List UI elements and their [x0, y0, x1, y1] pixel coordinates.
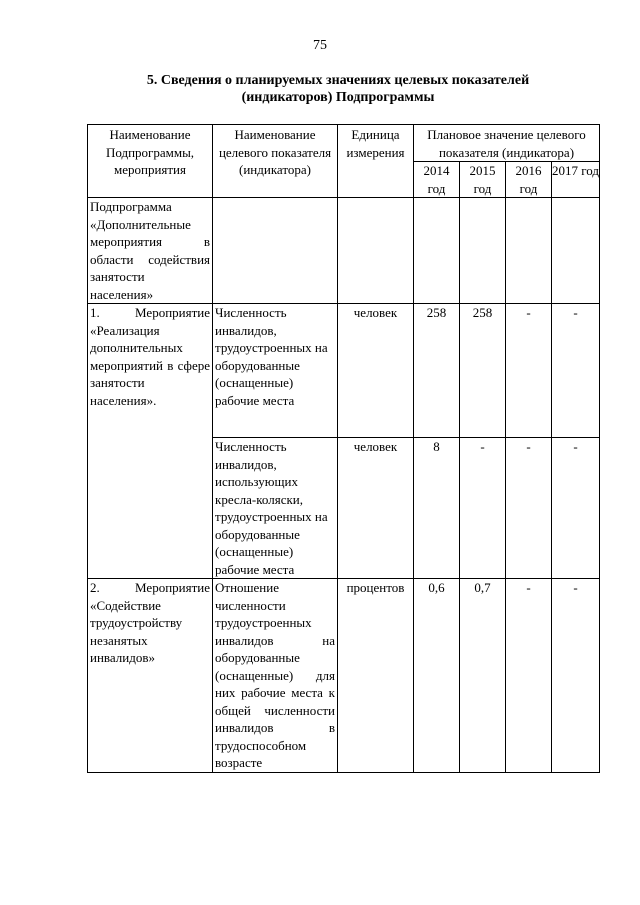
table-row [88, 579, 600, 773]
header-indicator: Наименование целевого показателя (индикатора) [213, 125, 338, 198]
value-2016: - [506, 304, 552, 438]
header-name: Наименование Подпрограммы, мероприятия [88, 125, 213, 198]
indicators-table [87, 124, 600, 773]
value-2014: 258 [414, 304, 460, 438]
value-2016: - [506, 438, 552, 579]
value-2017: - [552, 304, 600, 438]
value-2014: 0,6 [414, 579, 460, 773]
header-planned-value: Плановое значение целевого показателя (индикатора) [414, 125, 600, 162]
indicator-cell: Отношение численности трудоустроенных инвалидов на оборудованные (оснащенные) для них рабочие места к общей численности инвалидов в трудоспособном возрасте [213, 579, 338, 773]
table-row-subprogram [88, 198, 600, 304]
value-2017: - [552, 438, 600, 579]
measure-2: 2. Мероприятие «Содействие трудоустройству незанятых инвалидов» [88, 579, 213, 773]
value-2015: - [460, 438, 506, 579]
section-title-line-2: (индикаторов) Подпрограммы [241, 90, 435, 105]
measure-1: 1. Мероприятие «Реализация дополнительных мероприятий в сфере занятости населения». [88, 304, 213, 579]
table-row [88, 304, 600, 438]
value-2015: 0,7 [460, 579, 506, 773]
page-number: 75 [313, 38, 327, 53]
header-year-2016: 2016 год [506, 162, 552, 198]
header-year-2017: 2017 год [552, 162, 600, 198]
section-title-line-1: 5. Сведения о планируемых значениях целевых показателей [146, 73, 530, 88]
unit-cell: процентов [338, 579, 414, 773]
unit-cell: человек [338, 438, 414, 579]
value-2016: - [506, 579, 552, 773]
value-2015: 258 [460, 304, 506, 438]
section-title [88, 72, 588, 106]
header-year-2015: 2015 год [460, 162, 506, 198]
header-unit: Единица измерения [338, 125, 414, 198]
value-2014: 8 [414, 438, 460, 579]
unit-cell: человек [338, 304, 414, 438]
header-year-2014: 2014 год [414, 162, 460, 198]
subprogram-name: Подпрограмма «Дополнительные мероприятия в области содействия занятости населения» [88, 198, 213, 304]
indicator-cell: Численность инвалидов, использующих кресла-коляски, трудоустроенных на оборудованные (оснащенные) рабочие места [213, 438, 338, 579]
indicator-cell: Численность инвалидов, трудоустроенных на оборудованные (оснащенные) рабочие места [213, 304, 338, 438]
value-2017: - [552, 579, 600, 773]
